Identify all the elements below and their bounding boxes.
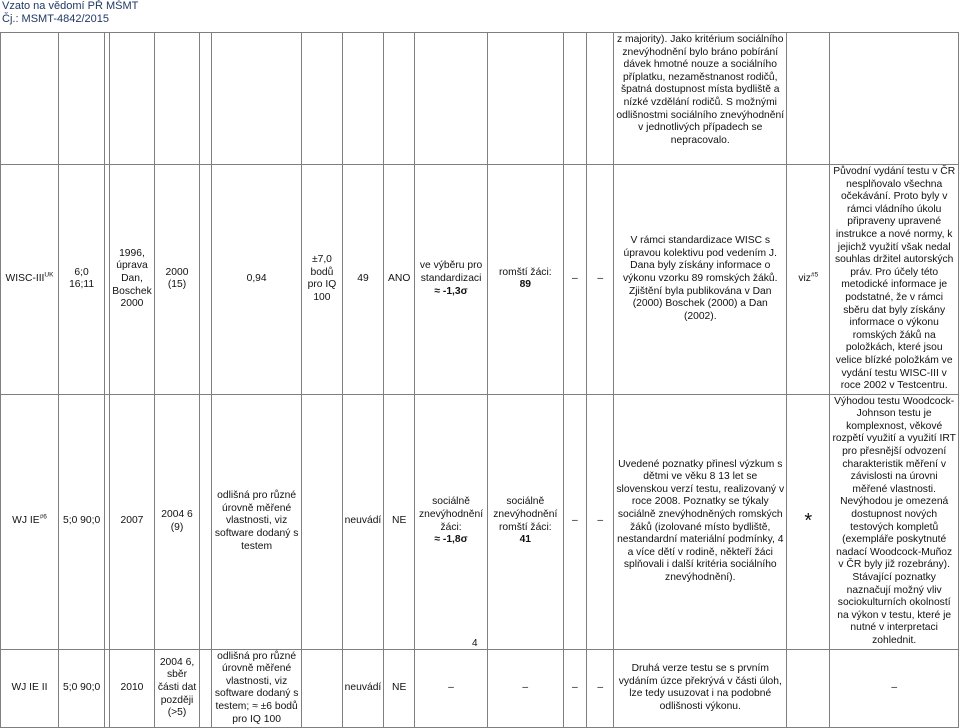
table-row	[1, 394, 959, 649]
cell-sample	[342, 33, 384, 165]
cell-group-b	[487, 33, 563, 165]
cell-norm-year: 2004 6 (9)	[154, 394, 200, 649]
cell-dash-b: –	[587, 649, 614, 728]
cell-test-name: WISC-$III^{UK}$	[1, 165, 59, 395]
document-header	[2, 0, 138, 25]
cell-error: ±7,0 bodů pro IQ 100	[302, 165, 342, 395]
cell-dash-b: –	[587, 394, 614, 649]
cell-comment: –	[830, 649, 959, 728]
table-row	[1, 649, 959, 728]
cell-reliability: 0,94	[212, 165, 302, 395]
page-number: 4	[472, 638, 478, 649]
footnote-marker: UK	[44, 271, 54, 279]
cell-spacer	[200, 394, 212, 649]
cell-error	[302, 394, 342, 649]
cell-year	[110, 33, 154, 165]
footnote-marker: #6	[39, 513, 47, 521]
cell-norm-year: 2004 6, sběr části dat později (>5)	[154, 649, 200, 728]
cell-reliability: odlišná pro různé úrovně měřené vlastnosti, viz software dodaný s testem; ≈ ±6 bodů pro IQ 100	[212, 649, 302, 728]
cell-group-a: –	[415, 649, 488, 728]
cell-reliability: odlišná pro různé úrovně měřené vlastnosti, viz software dodaný s testem	[212, 394, 302, 649]
cell-group-a: sociálně znevýhodnění žáci: ≈ -1,8σ	[415, 394, 488, 649]
cell-description: V rámci standardizace WISC s úpravou kolektivu pod vedením J. Dana byly získány informace o výkonu vzorku 89 romských žáků. Zjištění byla publikována v Dan (2000) Boschek (2000) a Dan (2002).	[614, 165, 787, 395]
cell-description: Uvedené poznatky přinesl výzkum s dětmi ve věku 8 13 let se slovenskou verzí testu, realizovaný v roce 2008. Poznatky se týkaly sociálně znevýhodněných romských žáků (izolované místo bydliště, nestandardní materiální podmínky, 4 a více dětí v rodině, někteří žáci splňovali i další kritéria sociálního znevýhodnění).	[614, 394, 787, 649]
table-row	[1, 33, 959, 165]
cell-error	[302, 649, 342, 728]
cell-group-a: ve výběru pro standardizaci ≈ -1,3σ	[415, 165, 488, 395]
cell-dash-a: –	[563, 394, 586, 649]
table-row	[1, 165, 959, 395]
cell-description: z majority). Jako kritérium sociálního znevýhodnění bylo bráno pobírání dávek hmotné nouze a sociálního příplatku, nezaměstnanost rodičů, špatná dostupnost místa bydliště a nízké vzdělání rodičů. S možnými odlišnostmi sociálního znevýhodnění v jednotlivých případech se nepracovalo.	[614, 33, 787, 165]
cell-norm-year: 2000 (15)	[154, 165, 200, 395]
cell-norm-year	[154, 33, 200, 165]
cell-sample: neuvádí	[342, 394, 384, 649]
cell-flag: NE	[384, 649, 415, 728]
cell-spacer	[200, 649, 212, 728]
cell-reliability	[212, 33, 302, 165]
cell-dash-b	[587, 33, 614, 165]
cell-age-range: 5;0 90;0	[58, 649, 104, 728]
header-approval-line: Vzato na vědomí PŘ MŠMT	[2, 0, 139, 12]
cell-spacer	[200, 165, 212, 395]
cell-group-b: romští žáci: 89	[487, 165, 563, 395]
cell-comment	[830, 33, 959, 165]
cell-sample: neuvádí	[342, 649, 384, 728]
cell-flag: ANO	[384, 165, 415, 395]
cell-flag: NE	[384, 394, 415, 649]
footnote-marker: #5	[810, 271, 819, 279]
cell-year: 2007	[110, 394, 154, 649]
cell-dash-b: –	[587, 165, 614, 395]
cell-spacer	[200, 33, 212, 165]
cell-reference	[787, 649, 830, 728]
cell-dash-a: –	[563, 649, 586, 728]
cell-reference	[787, 33, 830, 165]
cell-age-range: 6;0 16;11	[58, 165, 104, 395]
cell-dash-a	[563, 33, 586, 165]
cell-comment: Původní vydání testu v ČR nesplňovalo všechna očekávání. Proto byly v rámci vládního úkolu připraveny upravené instrukce a nové normy, k jejichž využití však nedal souhlas držitel autorských práv. Pro účely této metodické informace je podstatné, že v rámci sběru dat byly získány informace o výkonu romských žáků na položkách, které jsou velice blízké položkám ve vydání testu WISC-III v roce 2002 v Testcentru.	[830, 165, 959, 395]
cell-group-b: –	[487, 649, 563, 728]
cell-group-a	[415, 33, 488, 165]
cell-error	[302, 33, 342, 165]
cell-test-name	[1, 33, 59, 165]
cell-reference: *	[787, 394, 830, 649]
cell-comment: Výhodou testu Woodcock-Johnson testu je komplexnost, věkové rozpětí využití a využití IRT pro přesnější odvození charakteristik měření v závislosti na úrovni měřené vlastnosti. Nevýhodou je omezená dostupnost nových testových kompletů (exempláře poskytnuté nadací Woodcock-Muñoz v ČR byly již rozebrány). Stávající poznatky naznačují možný vliv sociokulturních okolností na výkon v testu, které je nutné v interpretaci zohlednit.	[830, 394, 959, 649]
cell-sample: 49	[342, 165, 384, 395]
cell-test-name: WJ IE II	[1, 649, 59, 728]
header-reference-number: Čj.: MSMT-4842/2015	[2, 12, 109, 25]
cell-year: 1996, úprava Dan, Boschek 2000	[110, 165, 154, 395]
cell-age-range: 5;0 90;0	[58, 394, 104, 649]
cell-test-name: WJ IE$^{\#6}$	[1, 394, 59, 649]
cell-description: Druhá verze testu se s prvním vydáním úzce překrývá v části úloh, lze tedy usuzovat i na podobné odlišnosti výkonu.	[614, 649, 787, 728]
test-info-table	[0, 32, 959, 728]
cell-reference: viz$^{\#5}$	[787, 165, 830, 395]
cell-age-range	[58, 33, 104, 165]
cell-dash-a: –	[563, 165, 586, 395]
cell-flag	[384, 33, 415, 165]
cell-group-b: sociálně znevýhodnění romští žáci: 41	[487, 394, 563, 649]
cell-year: 2010	[110, 649, 154, 728]
